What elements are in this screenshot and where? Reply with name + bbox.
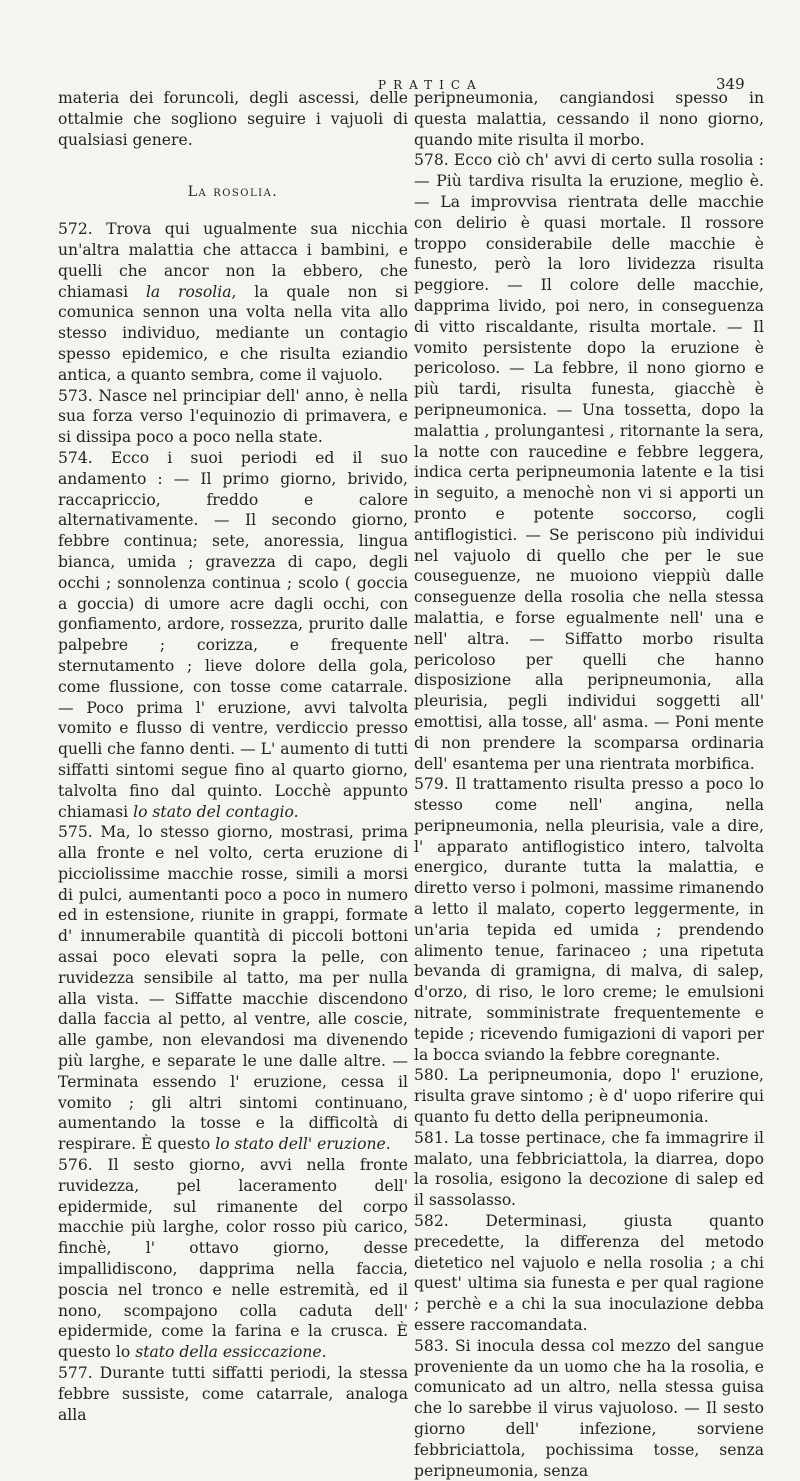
paragraph-574-emphasis: lo stato del contagio. xyxy=(133,802,299,821)
paragraph-574-text: 574. Ecco i suoi periodi ed il suo andamento : — Il primo giorno, brivido, raccapriccio, freddo e calore alternativamente. — Il secondo giorno, febbre continua; sete, anoressia, lingua bianca, umida ; gravezza di capo, degli occhi ; sonnolenza continua ; scolo ( goccia a goccia) di umore acre dagli occhi, con gonfiamento, ardore, rossezza, prurito dalle palpebre ; corizza, e frequente sternutamento ; lieve dolore della gola, come flussione, con tosse come catarrale. — Poco prima l' eruzione, avvi talvolta vomito e flusso di ventre, verdiccio presso quelli che fanno denti. — L' aumento di tutti siffatti sintomi segue fino al quarto giorno, talvolta fino dal quinto. Locchè appunto chiamasi xyxy=(58,448,408,821)
paragraph-continuation: peripneumonia, cangiandosi spesso in questa malattia, cessando il nono giorno, quando mite risulta il morbo. xyxy=(414,89,764,149)
left-column xyxy=(58,88,408,1425)
section-heading: La rosolia. xyxy=(187,184,279,201)
paragraph-572-text-a: 572. Trova qui ugualmente sua nicchia un'altra malattia che attacca i bambini, e quelli che ancor non la ebbero, che chiamasi xyxy=(58,220,408,301)
paragraph-573: 573. Nasce nel principiar dell' anno, è nella sua forza verso l'equinozio di primavera, e si dissipa poco a poco nella state. xyxy=(58,386,408,447)
paragraph-580: 580. La peripneumonia, dopo l' eruzione, risulta grave sintomo ; è d' uopo riferire qui quanto fu detto della peripneumonia. xyxy=(414,1066,764,1127)
paragraph-574 xyxy=(58,448,408,822)
paragraph-581: 581. La tosse pertinace, che fa immagrire il malato, una febbriciattola, la diarrea, dopo la rosolia, esigono la decozione di salep ed il sassolasso. xyxy=(414,1128,764,1210)
paragraph-572-emphasis: la rosolia xyxy=(145,282,232,301)
paragraph-575 xyxy=(58,822,408,1155)
paragraph-579: 579. Il trattamento risulta presso a poco lo stesso come nell' angina, nella peripneumonia, nella pleurisia, vale a dire, l' apparato antiflogistico intero, talvolta energico, durante tutta la malattia, e diretto verso i polmoni, massime rimanendo a letto il malato, coperto leggermente, in un'aria tepida ed umida ; prendendo alimento tenue, farinaceo ; una ripetuta bevanda di gramigna, di malva, di salep, d'orzo, di riso, le loro creme; le emulsioni nitrate, somministrate frequentemente e tepide ; ricevendo fumigazioni di vapori per la bocca sviando la febbre coregnante. xyxy=(414,775,764,1064)
paragraph-575-emphasis: lo stato dell' eruzione. xyxy=(215,1135,391,1154)
paragraph-575-text: 575. Ma, lo stesso giorno, mostrasi, prima alla fronte e nel volto, certa eruzione di picciolissime macchie rosse, simili a morsi di pulci, aumentanti poco a poco in numero ed in estensione, riunite in grappi, formate d' innumerabile quantità di piccoli bottoni assai poco elevati sopra la pelle, con ruvidezza sensibile al tatto, ma per nulla alla vista. — Siffatte macchie discendono dalla faccia al petto, al ventre, alle coscie, alle gambe, non elevandosi ma divenendo più larghe, e separate le une dalle altre. — Terminata essendo l' eruzione, cessa il vomito ; gli altri sintomi continuano, aumentando la tosse e la difficoltà di respirare. È questo xyxy=(58,823,408,1154)
paragraph-572 xyxy=(58,219,408,385)
page-number: 349 xyxy=(716,75,745,93)
paragraph-572-text-b: , la quale non si comunica sennon una volta nella vita allo stesso individuo, mediante un contagio spesso epidemico, e che risulta eziandio antica, a quanto sembra, come il vajuolo. xyxy=(58,282,408,384)
paragraph-576 xyxy=(58,1155,408,1363)
paragraph-583: 583. Si inocula dessa col mezzo del sangue proveniente da un uomo che ha la rosolia, e comunicato ad un altro, nella stessa guisa che lo sarebbe il virus vajuoloso. — Il sesto giorno dell' infezione, sorviene febbriciattola, pochissima tosse, senza peripneumonia, senza xyxy=(414,1336,764,1480)
paragraph-577: 577. Durante tutti siffatti periodi, la stessa febbre sussiste, come catarrale, analoga alla xyxy=(58,1364,408,1424)
paragraph-576-text: 576. Il sesto giorno, avvi nella fronte ruvidezza, pel laceramento dell' epidermide, sul rimanente del corpo macchie più larghe, color rosso più carico, finchè, l' ottavo giorno, desse impallidiscono, dapprima nella faccia, poscia nel tronco e nelle estremità, ed il nono, scompajono colla caduta dell' epidermide, come la farina e la crusca. È questo lo xyxy=(58,1156,408,1362)
right-column xyxy=(414,88,764,1481)
paragraph-578: 578. Ecco ciò ch' avvi di certo sulla rosolia : — Più tardiva risulta la eruzione, meglio è. — La improvvisa rientrata delle macchie con delirio è quasi mortale. Il rossore troppo considerabile delle macchie è funesto, però la loro lividezza risulta peggiore. — Il colore delle macchie, dapprima livido, poi nero, in conseguenza di vitto riscaldante, risulta mortale. — Il vomito persistente dopo la eruzione è pericoloso. — La febbre, il nono giorno e più tardi, risulta funesta, giacchè è peripneumonica. — Una tossetta, dopo la malattia , prolungantesi , ritornante la sera, la notte con raucedine e febbre leggera, indica certa peripneumonia latente e la tisi in seguito, a menochè non vi si apporti un pronto e potente soccorso, cogli antiflogistici. — Se perisconо più individui nel vajuolo di quello che per le sue couseguenze, ne muoiono vieppiù dalle conseguenze della rosolia che nella stessa malattia, e forse egualmente nell' una e nell' altra. — Siffatto morbo risulta pericoloso per quelli che hanno disposizione alla peripneumonia, alla pleurisia, pegli individui soggetti all' emottisi, alla tosse, all' asma. — Poni mente di non prendere la scomparsa ordinaria dell' esantema per una rientrata morbifica. xyxy=(414,151,764,773)
paragraph-582: 582. Determinasi, giusta quanto precedette, la differenza del metodo dietetico nel vajuolo e nella rosolia ; a chi quest' ultima sia funesta e per qual ragione ; perchè e a chi la sua inoculazione debba essere raccomandata. xyxy=(414,1212,764,1335)
paragraph-576-emphasis: stato della essiccazione. xyxy=(135,1343,327,1362)
running-title: PRATICA xyxy=(378,78,483,92)
paragraph-intro: materia dei foruncoli, degli ascessi, delle ottalmie che sogliono seguire i vajuoli di qualsiasi genere. xyxy=(58,89,408,149)
